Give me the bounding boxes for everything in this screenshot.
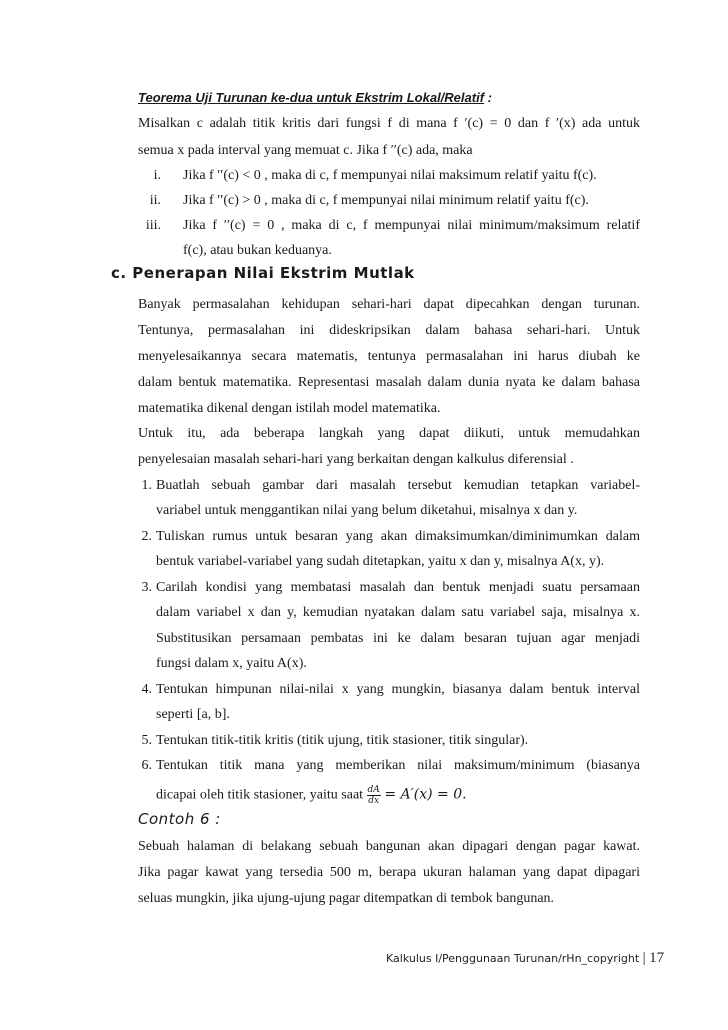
step-line: variabel untuk menggantikan nilai yang belum diketahui, misalnya x dan y.	[156, 503, 578, 518]
step-line: Tentukan himpunan nilai-nilai x yang mungkin, biasanya dalam bentuk interval	[156, 682, 640, 697]
example-line: Sebuah halaman di belakang sebuah bangunan akan dipagari dengan pagar kawat.	[138, 839, 640, 854]
fraction-denominator: dx	[368, 796, 380, 806]
step-line: Buatlah sebuah gambar dari masalah tersebut kemudian tetapkan variabel-	[156, 478, 640, 493]
theorem-item: Jika f ′′(c) = 0 , maka di c, f mempunyai nilai minimum/maksimum relatif	[183, 218, 640, 233]
step-line: dalam variabel x dan y, kemudian nyatakan dalam satu variabel saja, misalnya x.	[156, 605, 640, 620]
paragraph-line: dalam bentuk matematika. Representasi masalah dalam dunia nyata ke dalam bahasa	[138, 375, 640, 390]
theorem-item: Jika f ′′(c) < 0 , maka di c, f mempunyai nilai maksimum relatif yaitu f(c).	[183, 168, 597, 183]
footer-text: Kalkulus I/Penggunaan Turunan/rHn_copyright	[386, 952, 640, 965]
step-number: 5.	[141, 733, 152, 748]
step-number: 1.	[141, 478, 152, 493]
step-number: 4.	[141, 682, 152, 697]
theorem-heading	[138, 90, 492, 105]
paragraph-line: Untuk itu, ada beberapa langkah yang dapat diikuti, untuk memudahkan	[138, 426, 640, 441]
theorem-item-marker: ii.	[149, 193, 161, 208]
paragraph-line: Banyak permasalahan kehidupan sehari-hari dapat dipecahkan dengan turunan.	[138, 297, 640, 312]
paragraph-line: matematika dikenal dengan istilah model matematika.	[138, 401, 441, 416]
step-line: Substitusikan persamaan pembatas ini ke dalam besaran tujuan agar menjadi	[156, 631, 640, 646]
example-line: seluas mungkin, jika ujung-ujung pagar ditempatkan di tembok bangunan.	[138, 891, 555, 906]
section-heading: c. Penerapan Nilai Ekstrim Mutlak	[111, 264, 415, 282]
step-line: Carilah kondisi yang membatasi masalah dan bentuk menjadi suatu persamaan	[156, 580, 640, 595]
step-line: Tuliskan rumus untuk besaran yang akan dimaksimumkan/diminimumkan dalam	[156, 529, 640, 544]
step-number: 3.	[141, 580, 152, 595]
step-line: fungsi dalam x, yaitu A(x).	[156, 656, 307, 671]
theorem-line-1: Misalkan c adalah titik kritis dari fungsi f di mana f ′(c) = 0 dan f ′(x) ada untuk	[138, 116, 640, 131]
fraction-numerator: dA	[367, 785, 380, 795]
step-line: dicapai oleh titik stasioner, yaitu saat	[156, 787, 364, 803]
theorem-colon: :	[487, 90, 492, 105]
step-line: seperti [a, b].	[156, 707, 230, 722]
theorem-item: Jika f ′′(c) > 0 , maka di c, f mempunyai nilai minimum relatif yaitu f(c).	[183, 193, 589, 208]
paragraph-line: Tentunya, permasalahan ini dideskripsikan dalam bahasa sehari-hari. Untuk	[138, 323, 640, 338]
step-number: 6.	[141, 758, 152, 773]
paragraph-line: menyelesaikannya secara matematis, tentunya permasalahan ini harus diubah ke	[138, 349, 640, 364]
example-heading: Contoh 6 :	[138, 810, 221, 828]
theorem-item-marker: i.	[153, 168, 161, 183]
step-number: 2.	[141, 529, 152, 544]
step-line: bentuk variabel-variabel yang sudah ditetapkan, yaitu x dan y, misalnya A(x, y).	[156, 554, 605, 569]
step-line: Tentukan titik-titik kritis (titik ujung, titik stasioner, titik singular).	[156, 733, 529, 748]
theorem-item-marker: iii.	[145, 218, 161, 233]
example-line: Jika pagar kawat yang tersedia 500 m, berapa ukuran halaman yang dapat dipagari	[138, 865, 640, 880]
theorem-line-2: semua x pada interval yang memuat c. Jika f ′′(c) ada, maka	[138, 143, 473, 158]
theorem-item-continuation: f(c), atau bukan keduanya.	[183, 243, 332, 258]
page-number: 17	[649, 950, 665, 966]
page-footer	[386, 950, 664, 967]
step-line: Tentukan titik mana yang memberikan nilai maksimum/minimum (biasanya	[156, 758, 640, 773]
derivative-fraction	[367, 785, 381, 806]
step-6-equation-line	[156, 785, 640, 806]
step-equation: = A′(x) = 0.	[384, 786, 467, 803]
footer-separator: |	[642, 950, 646, 966]
paragraph-line: penyelesaian masalah sehari-hari yang berkaitan dengan kalkulus diferensial .	[138, 452, 574, 467]
theorem-title: Teorema Uji Turunan ke-dua untuk Ekstrim Lokal/Relatif	[138, 90, 485, 105]
